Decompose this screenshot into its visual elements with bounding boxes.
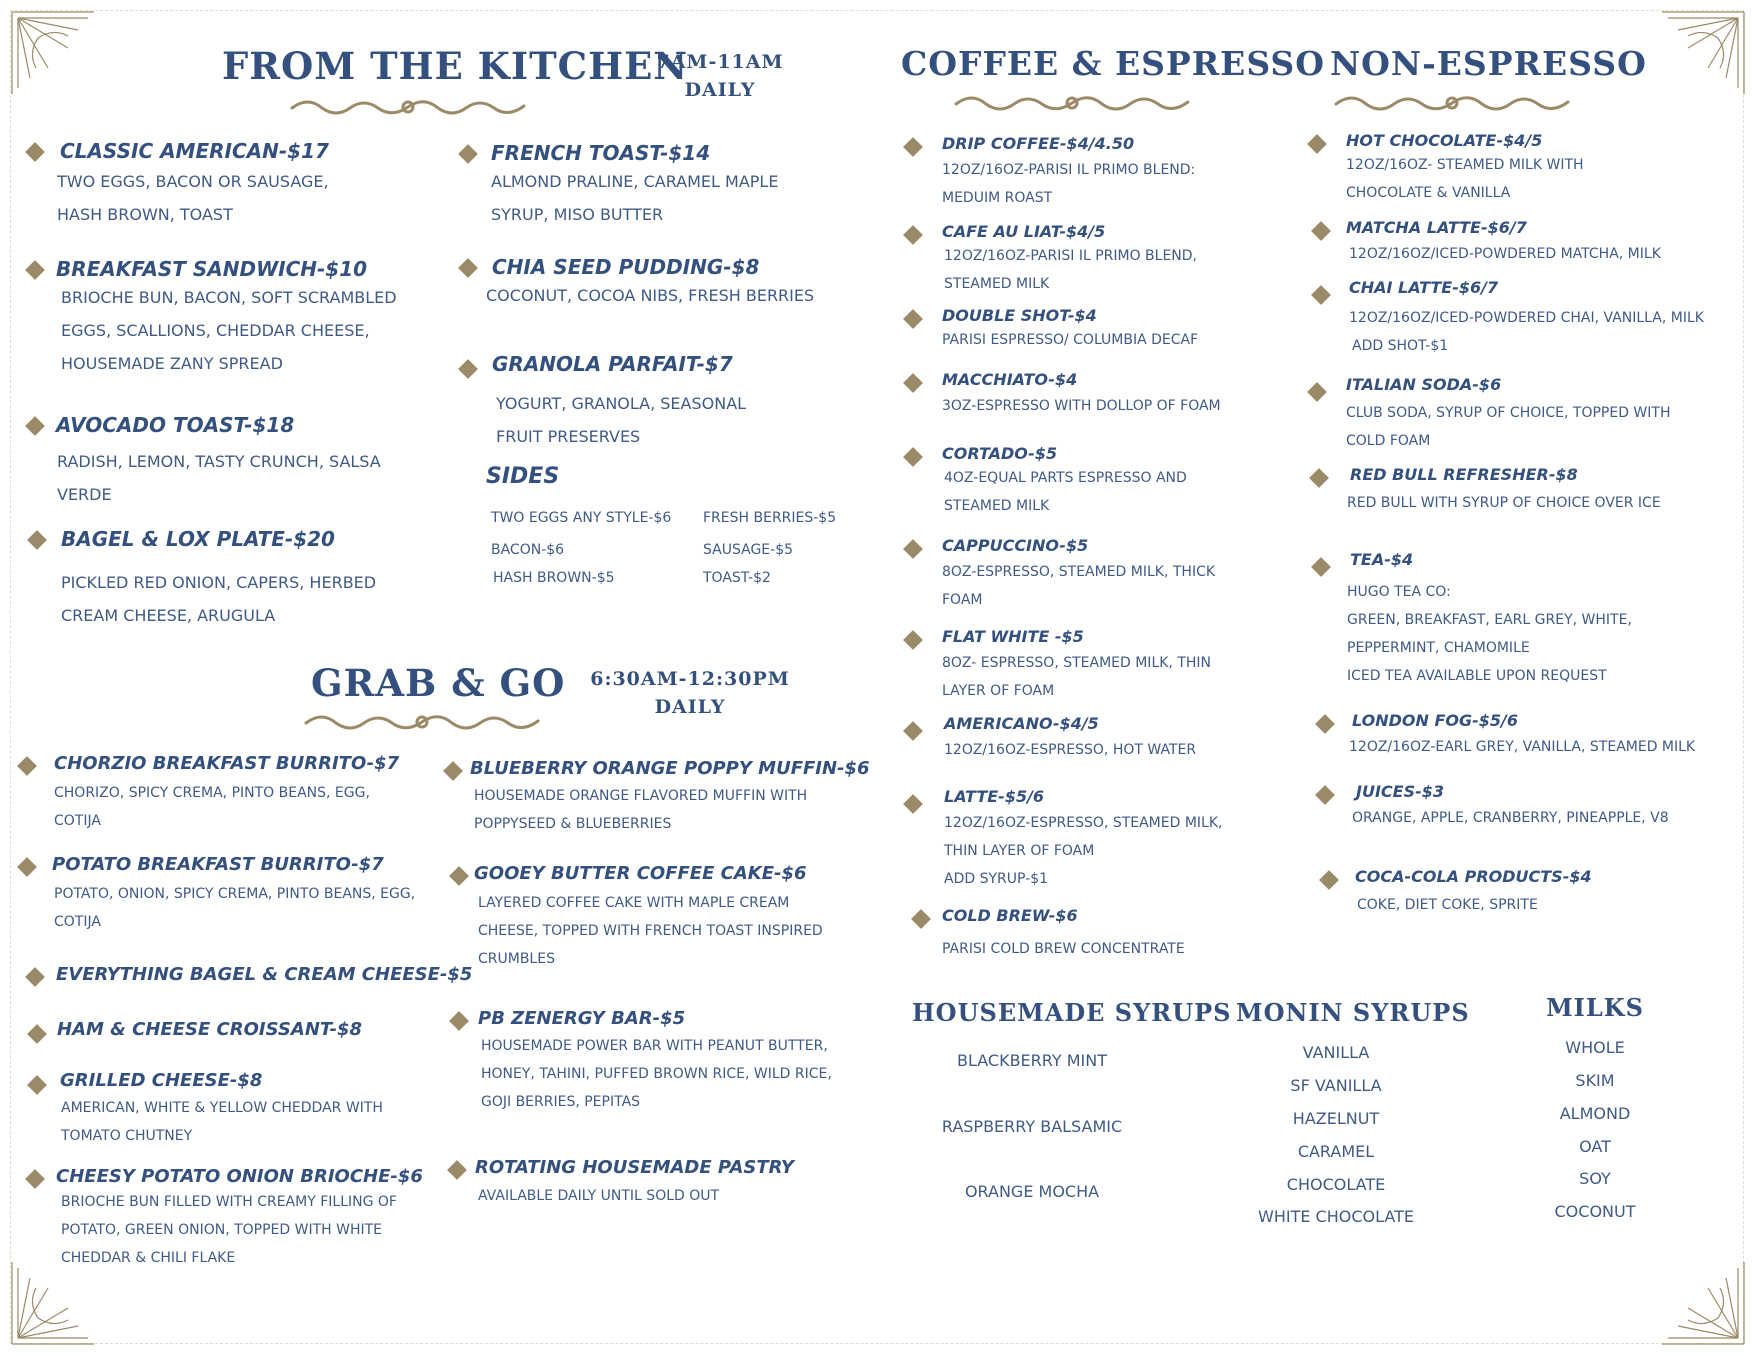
item-name: JUICES-$3 [1356,782,1444,801]
item-name: ROTATING HOUSEMADE PASTRY [475,1157,794,1178]
item-desc: EGGS, SCALLIONS, CHEDDAR CHEESE, [61,321,370,340]
item-desc: 12OZ/16OZ-ESPRESSO, HOT WATER [944,742,1197,758]
item-desc: HOUSEMADE ZANY SPREAD [61,354,283,373]
item-name: CAFE AU LIAT-$4/5 [942,222,1106,241]
item-name: BREAKFAST SANDWICH-$10 [56,257,368,281]
side-item: HASH BROWN-$5 [493,570,615,586]
item-name: MATCHA LATTE-$6/7 [1346,218,1527,237]
syrup-item: SF VANILLA [1290,1076,1382,1095]
nonespresso-flourish [1332,90,1572,116]
item-name: MACCHIATO-$4 [942,370,1078,389]
item-name: GRANOLA PARFAIT-$7 [492,352,733,376]
corner-ornament-top-right [1658,8,1748,98]
item-name: LONDON FOG-$5/6 [1352,711,1519,730]
item-name: LATTE-$5/6 [944,787,1045,806]
coffee-title: COFFEE & ESPRESSO [901,44,1326,83]
item-desc: HASH BROWN, TOAST [57,205,233,224]
item-desc: COCONUT, COCOA NIBS, FRESH BERRIES [486,286,815,305]
item-desc: 8OZ-ESPRESSO, STEAMED MILK, THICK [942,564,1216,580]
side-item: TWO EGGS ANY STYLE-$6 [491,510,672,526]
syrup-item: ORANGE MOCHA [964,1182,1100,1201]
item-desc: STEAMED MILK [944,498,1050,514]
sides-title: SIDES [486,464,560,489]
item-name: PB ZENERGY BAR-$5 [478,1008,686,1029]
corner-ornament-top-left [8,8,98,98]
item-desc: COTIJA [54,813,101,829]
item-desc: GOJI BERRIES, PEPITAS [481,1094,641,1110]
item-desc: HUGO TEA CO: [1347,584,1451,600]
item-desc: AVAILABLE DAILY UNTIL SOLD OUT [478,1188,720,1204]
item-name: BLUEBERRY ORANGE POPPY MUFFIN-$6 [470,758,870,779]
item-name: POTATO BREAKFAST BURRITO-$7 [52,854,384,875]
syrup-item: BLACKBERRY MINT [956,1051,1107,1070]
item-desc: HONEY, TAHINI, PUFFED BROWN RICE, WILD RICE, [481,1066,832,1082]
item-name: HOT CHOCOLATE-$4/5 [1346,131,1543,150]
milk-item: COCONUT [1554,1202,1636,1221]
item-name: TEA-$4 [1350,550,1414,569]
item-desc: CHEDDAR & CHILI FLAKE [61,1250,236,1266]
grab-hours-days: DAILY [654,696,726,718]
item-name: COCA-COLA PRODUCTS-$4 [1355,867,1592,886]
item-name: CHEESY POTATO ONION BRIOCHE-$6 [56,1166,423,1187]
monin-syrups-title: MONIN SYRUPS [1236,998,1470,1027]
item-name: CAPPUCCINO-$5 [942,536,1089,555]
item-name: GRILLED CHEESE-$8 [60,1070,263,1091]
syrup-item: VANILLA [1302,1043,1370,1062]
item-name: DRIP COFFEE-$4/4.50 [942,134,1135,153]
item-desc: CHEESE, TOPPED WITH FRENCH TOAST INSPIRED [478,923,823,939]
item-desc: 12OZ/16OZ/ICED-POWDERED CHAI, VANILLA, MILK [1349,310,1704,326]
item-name: COLD BREW-$6 [942,906,1078,925]
item-desc: MEDUIM ROAST [942,190,1053,206]
grab-title: GRAB & GO [311,661,566,705]
item-name: DOUBLE SHOT-$4 [942,306,1097,325]
housemade-syrups-title: HOUSEMADE SYRUPS [912,998,1232,1027]
item-name: BAGEL & LOX PLATE-$20 [61,527,335,551]
item-name: GOOEY BUTTER COFFEE CAKE-$6 [474,863,807,884]
item-desc: STEAMED MILK [944,276,1050,292]
item-desc: 12OZ/16OZ/ICED-POWDERED MATCHA, MILK [1349,246,1661,262]
item-name: CLASSIC AMERICAN-$17 [60,139,329,163]
item-desc: PEPPERMINT, CHAMOMILE [1347,640,1530,656]
item-desc: 8OZ- ESPRESSO, STEAMED MILK, THIN [942,655,1212,671]
item-desc: COKE, DIET COKE, SPRITE [1357,897,1538,913]
item-desc: CRUMBLES [478,951,555,967]
item-name: HAM & CHEESE CROISSANT-$8 [57,1019,363,1040]
item-desc: CHORIZO, SPICY CREMA, PINTO BEANS, EGG, [54,785,370,801]
item-desc: HOUSEMADE ORANGE FLAVORED MUFFIN WITH [474,788,808,804]
item-desc: COTIJA [54,914,101,930]
item-desc: PARISI ESPRESSO/ COLUMBIA DECAF [942,332,1199,348]
kitchen-flourish [288,94,528,120]
item-desc: ALMOND PRALINE, CARAMEL MAPLE [491,172,779,191]
syrup-item: WHITE CHOCOLATE [1258,1207,1414,1226]
grab-hours-time: 6:30AM-12:30PM [590,668,790,690]
item-desc: BRIOCHE BUN, BACON, SOFT SCRAMBLED [61,288,397,307]
side-item: SAUSAGE-$5 [703,542,794,558]
item-desc: LAYERED COFFEE CAKE WITH MAPLE CREAM [478,895,790,911]
item-name: AVOCADO TOAST-$18 [56,413,295,437]
milk-item: WHOLE [1565,1038,1625,1057]
item-desc: PICKLED RED ONION, CAPERS, HERBED [61,573,377,592]
side-item: TOAST-$2 [703,570,771,586]
item-desc: CREAM CHEESE, ARUGULA [61,606,276,625]
kitchen-title: FROM THE KITCHEN [222,44,689,88]
item-desc: FRUIT PRESERVES [496,427,641,446]
item-desc: VERDE [57,485,112,504]
item-desc: LAYER OF FOAM [942,683,1055,699]
nonespresso-title: NON-ESPRESSO [1330,44,1647,83]
item-desc: POPPYSEED & BLUEBERRIES [474,816,672,832]
item-desc: TOMATO CHUTNEY [61,1128,193,1144]
kitchen-hours [655,48,785,104]
milk-item: SKIM [1575,1071,1615,1090]
item-desc: RADISH, LEMON, TASTY CRUNCH, SALSA [57,452,381,471]
item-desc: 12OZ/16OZ-PARISI IL PRIMO BLEND, [944,248,1197,264]
item-desc: HOUSEMADE POWER BAR WITH PEANUT BUTTER, [481,1038,828,1054]
item-name: CORTADO-$5 [942,444,1058,463]
grab-flourish [302,709,542,735]
kitchen-hours-days: DAILY [684,79,756,101]
syrup-item: CARAMEL [1297,1142,1375,1161]
item-desc: COLD FOAM [1346,433,1431,449]
item-desc: RED BULL WITH SYRUP OF CHOICE OVER ICE [1347,495,1661,511]
item-desc: AMERICAN, WHITE & YELLOW CHEDDAR WITH [61,1100,383,1116]
side-item: BACON-$6 [491,542,565,558]
syrup-item: HAZELNUT [1292,1109,1380,1128]
item-name: FLAT WHITE -$5 [942,627,1084,646]
item-name: CHORZIO BREAKFAST BURRITO-$7 [54,753,400,774]
milk-item: ALMOND [1559,1104,1631,1123]
item-desc: 12OZ/16OZ-ESPRESSO, STEAMED MILK, [944,815,1223,831]
item-name: AMERICANO-$4/5 [944,714,1099,733]
corner-ornament-bottom-right [1658,1258,1748,1348]
item-desc: ADD SYRUP-$1 [944,871,1049,887]
milk-item: SOY [1579,1169,1611,1188]
item-desc: 12OZ/16OZ-EARL GREY, VANILLA, STEAMED MILK [1349,739,1696,755]
kitchen-hours-time: 7AM-11AM [656,51,784,73]
item-desc: ADD SHOT-$1 [1352,338,1449,354]
item-desc: 4OZ-EQUAL PARTS ESPRESSO AND [944,470,1187,486]
item-name: RED BULL REFRESHER-$8 [1350,465,1578,484]
item-desc: CHOCOLATE & VANILLA [1346,185,1511,201]
item-desc: CLUB SODA, SYRUP OF CHOICE, TOPPED WITH [1346,405,1671,421]
item-name: FRENCH TOAST-$14 [491,141,711,165]
item-desc: 3OZ-ESPRESSO WITH DOLLOP OF FOAM [942,398,1221,414]
milks-title: MILKS [1546,993,1644,1022]
milk-item: OAT [1579,1137,1611,1156]
coffee-flourish [952,90,1192,116]
item-desc: ORANGE, APPLE, CRANBERRY, PINEAPPLE, V8 [1352,810,1669,826]
syrup-item: CHOCOLATE [1286,1175,1386,1194]
item-desc: 12OZ/16OZ- STEAMED MILK WITH [1346,157,1584,173]
item-desc: POTATO, GREEN ONION, TOPPED WITH WHITE [61,1222,383,1238]
side-item: FRESH BERRIES-$5 [703,510,837,526]
item-desc: YOGURT, GRANOLA, SEASONAL [496,394,747,413]
item-name: EVERYTHING BAGEL & CREAM CHEESE-$5 [56,964,473,985]
item-desc: 12OZ/16OZ-PARISI IL PRIMO BLEND: [942,162,1196,178]
syrup-item: RASPBERRY BALSAMIC [941,1117,1123,1136]
item-desc: SYRUP, MISO BUTTER [491,205,664,224]
grab-hours [590,665,790,721]
item-name: CHAI LATTE-$6/7 [1349,278,1499,297]
item-desc: GREEN, BREAKFAST, EARL GREY, WHITE, [1347,612,1632,628]
item-name: ITALIAN SODA-$6 [1346,375,1502,394]
item-desc: TWO EGGS, BACON OR SAUSAGE, [57,172,329,191]
item-desc: THIN LAYER OF FOAM [944,843,1095,859]
item-desc: POTATO, ONION, SPICY CREMA, PINTO BEANS, EGG, [54,886,416,902]
item-desc: FOAM [942,592,983,608]
item-desc: ICED TEA AVAILABLE UPON REQUEST [1347,668,1607,684]
item-desc: PARISI COLD BREW CONCENTRATE [942,941,1185,957]
item-name: CHIA SEED PUDDING-$8 [492,255,760,279]
item-desc: BRIOCHE BUN FILLED WITH CREAMY FILLING OF [61,1194,397,1210]
